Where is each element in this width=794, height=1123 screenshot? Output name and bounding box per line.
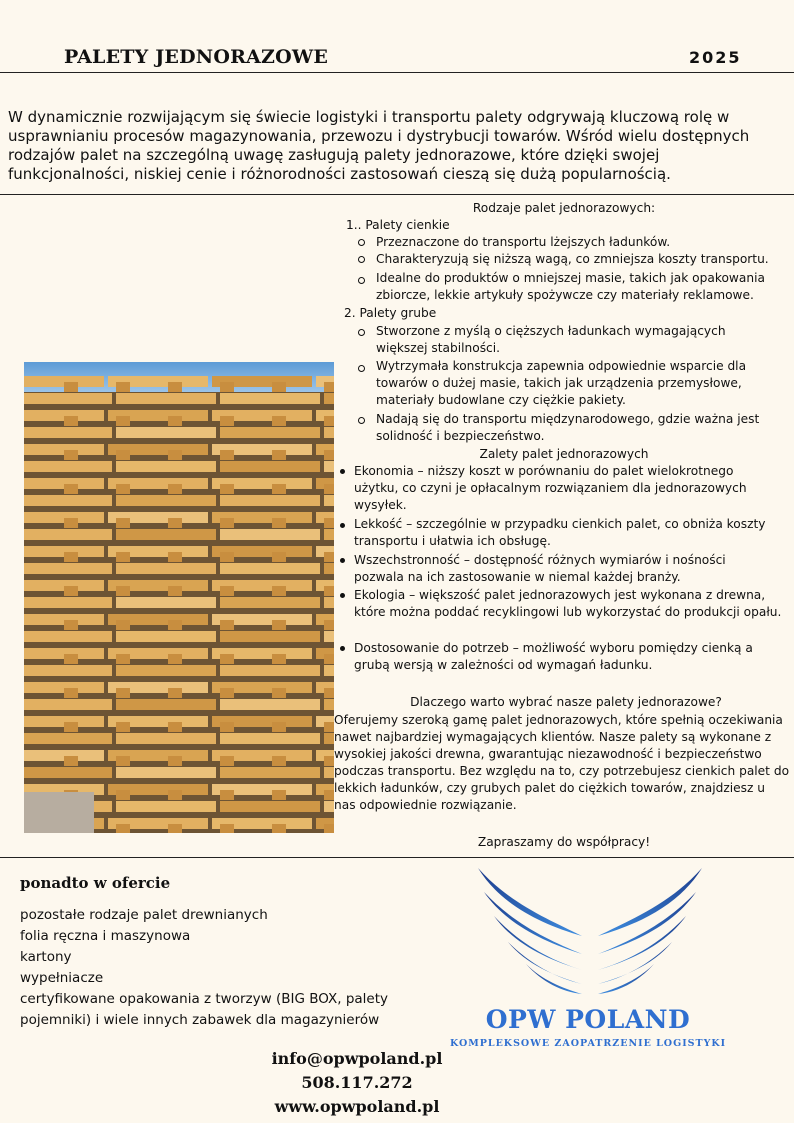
offer-heading: ponadto w ofercie	[20, 874, 171, 892]
contact-website[interactable]: www.opwpoland.pl	[274, 1097, 440, 1116]
footer-divider	[0, 857, 794, 858]
thin-item-2: Charakteryzują się niższą wagą, co zmniejsza koszty transportu.	[376, 252, 769, 266]
closing-text: Zapraszamy do współpracy!	[477, 835, 651, 849]
offer-line: pojemniki) i wiele innych zabawek dla magazynierów	[20, 1012, 380, 1028]
types-heading: Rodzaje palet jednorazowych:	[472, 201, 656, 215]
bullet-dot-icon	[340, 593, 345, 598]
bullet-dot-icon	[340, 558, 345, 563]
advantages-heading: Zalety palet jednorazowych	[479, 447, 649, 461]
intro-paragraph: W dynamicznie rozwijającym się świecie logistyki i transportu palety odgrywają kluczową rolę w usprawnianiu procesów magazynowania, przewozu i dystrybucji towarów. Wśród wielu dostępnych rodzajów palet na szczególną uwagę zasługują palety jednorazowe, które dzięki swojej funkcjonalności, niskiej cenie i różnorodności zastosowań cieszą się dużą popularnością.	[8, 108, 750, 183]
bullet-dot-icon	[340, 469, 345, 474]
offer-line: pozostałe rodzaje palet drewnianych	[20, 907, 268, 923]
wings-icon	[470, 864, 710, 1004]
offer-line: kartony	[20, 949, 72, 965]
group-thin-label: 1.. Palety cienkie	[346, 218, 450, 232]
contact-email[interactable]: info@opwpoland.pl	[271, 1049, 443, 1068]
logo-name: OPW POLAND	[485, 1005, 691, 1034]
page-title: PALETY JEDNORAZOWE	[64, 46, 329, 68]
logo-tagline: KOMPLEKSOWE ZAOPATRZENIE LOGISTYKI	[449, 1038, 727, 1049]
advantage-2: Lekkość – szczególnie w przypadku cienkich palet, co obniża koszty transportu i ułatwia ich obsługę.	[354, 517, 766, 548]
bullet-dot-icon	[340, 523, 345, 528]
bullet-dot-icon	[340, 646, 345, 651]
offer-line: certyfikowane opakowania z tworzyw (BIG BOX, palety	[20, 991, 389, 1007]
header-divider	[0, 72, 794, 73]
bullet-circle-icon	[358, 239, 365, 246]
contact-phone[interactable]: 508.117.272	[301, 1073, 413, 1092]
why-body: Oferujemy szeroką gamę palet jednorazowych, które spełnią oczekiwania nawet najbardziej wymagających klientów. Nasze palety są wykonane z wysokiej jakości drewna, gwarantując niezawodność i bezpieczeństwo podczas transportu. Bez względu na to, czy potrzebujesz cienkich palet do lekkich ładunków, czy grubych palet do ciężkich towarów, znajdziesz u nas odpowiednie rozwiązanie.	[334, 713, 790, 812]
pallets-photo	[24, 362, 334, 833]
advantage-3: Wszechstronność – dostępność różnych wymiarów i nośności pozwala na ich zastosowanie w niemal każdej branży.	[354, 553, 726, 584]
year-label: 2025	[689, 48, 742, 67]
offer-line: wypełniacze	[20, 970, 104, 986]
thick-item-3: Nadają się do transportu międzynarodowego, gdzie ważna jest solidność i bezpieczeństwo.	[376, 412, 760, 443]
bullet-circle-icon	[358, 329, 365, 336]
advantage-4: Ekologia – większość palet jednorazowych jest wykonana z drewna, które można poddać recyklingowi lub wykorzystać do produkcji opału.	[354, 588, 782, 619]
bullet-circle-icon	[358, 417, 365, 424]
advantage-1: Ekonomia – niższy koszt w porównaniu do palet wielokrotnego użytku, co czyni je opłacalnym rozwiązaniem dla jednorazowych wysyłek.	[354, 464, 747, 512]
intro-divider	[0, 194, 794, 195]
thin-item-1: Przeznaczone do transportu lżejszych ładunków.	[376, 235, 671, 249]
bullet-circle-icon	[358, 277, 365, 284]
advantage-5: Dostosowanie do potrzeb – możliwość wyboru pomiędzy cienką a grubą wersją w zależności od wymagań ładunku.	[354, 641, 753, 672]
why-heading: Dlaczego warto wybrać nasze palety jednorazowe?	[410, 695, 722, 709]
offer-line: folia ręczna i maszynowa	[20, 928, 191, 944]
bullet-circle-icon	[358, 256, 365, 263]
group-thick-label: 2. Palety grube	[344, 306, 437, 320]
thick-item-2: Wytrzymała konstrukcja zapewnia odpowiednie wsparcie dla towarów o dużej masie, takich jak urządzenia przemysłowe, materiały budowlane czy ciężkie pakiety.	[376, 359, 747, 407]
thin-item-3: Idealne do produktów o mniejszej masie, takich jak opakowania zbiorcze, lekkie artykuły spożywcze czy materiały reklamowe.	[376, 271, 765, 302]
bullet-circle-icon	[358, 365, 365, 372]
thick-item-1: Stworzone z myślą o cięższych ładunkach wymagających większej stabilności.	[376, 324, 726, 355]
